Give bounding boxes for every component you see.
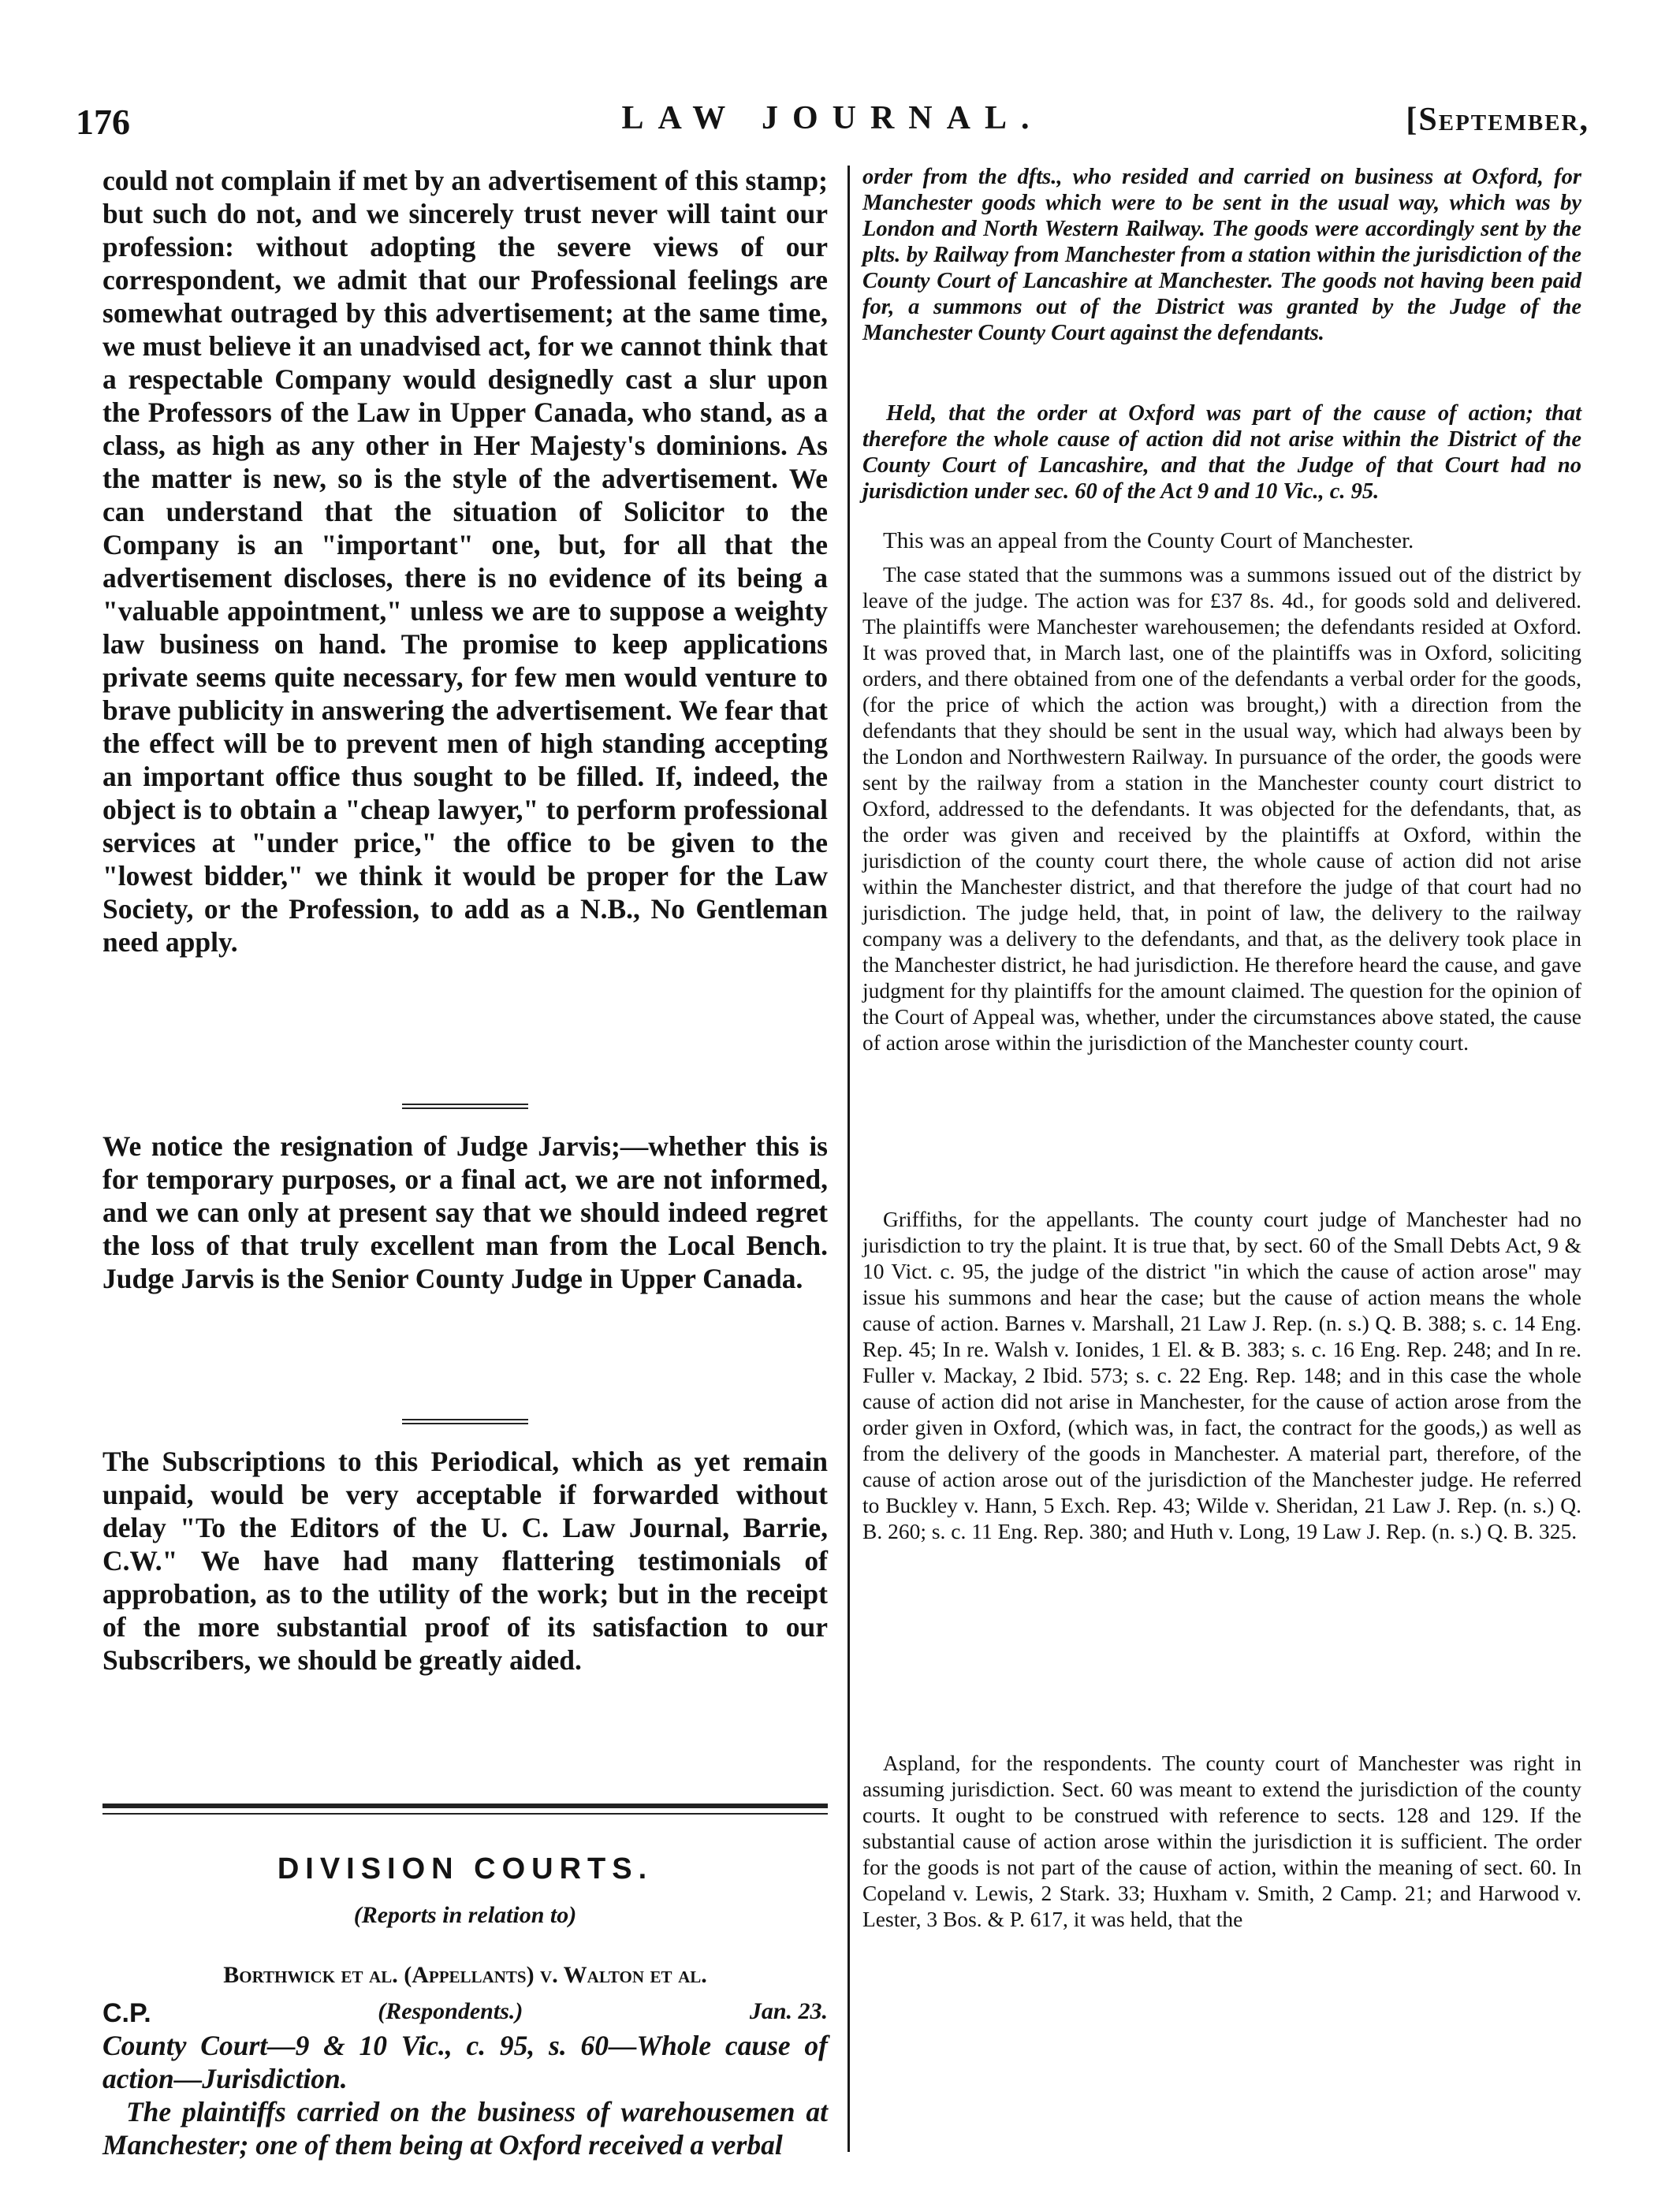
subscriptions-paragraph: The Subscriptions to this Periodical, which as yet remain unpaid, would be very acceptable if forwarded without delay "To the Editors of the U. C. Law Journal, Barrie, C.W." We have had many flattering testimonials of approbation, as to the utility of the work; but in the receipt of the more substantial proof of its satisfaction to our Subscribers, we should be greatly aided. xyxy=(102,1446,828,1676)
case-holding: Held, that the order at Oxford was part of the cause of action; that therefore the whole cause of action did not arise within the District of the County Court of Lancashire, and that the Judge of that Court had no jurisdiction under sec. 60 of the Act 9 and 10 Vic., c. 95. xyxy=(862,401,1581,504)
case-headnote: County Court—9 & 10 Vic., c. 95, s. 60—Whole cause of action—Jurisdiction. xyxy=(102,2030,828,2094)
header-month: [September, xyxy=(1406,102,1589,138)
section-title: DIVISION COURTS. xyxy=(277,1852,654,1885)
ornamental-rule xyxy=(102,1082,828,1130)
respondents-label: (Respondents.) xyxy=(378,1998,523,2024)
left-column xyxy=(102,164,828,2161)
case-names: Borthwick et al. (Appellants) v. Walton et al. xyxy=(223,1962,707,1988)
section-rule xyxy=(102,1804,828,1815)
case-facts: The plaintiffs carried on the business of warehousemen at Manchester; one of them being at Oxford received a verbal xyxy=(102,2096,828,2161)
case-stated: The case stated that the summons was a summons issued out of the district by leave of the judge. The action was for £37 8s. 4d., for goods sold and delivered. The plaintiffs were Manchester warehousemen; the defendants resided at Oxford. It was proved that, in March last, one of the plaintiffs was in Oxford, soliciting orders, and there obtained from one of the defendants a verbal order for the goods, (for the price of which the action was brought,) with a direction from the defendants that they should be sent in the usual way, which had always been by the London and Northwestern Railway. In pursuance of the order, the goods were sent by the railway from a station in the Manchester county court district to Oxford, addressed to the defendants. It was objected for the defendants, that, as the order was given and received by the plaintiffs at Oxford, within the jurisdiction of the county court there, the whole cause of action did not arise within the Manchester district, and that therefore the judge of that court had no jurisdiction. The judge held, that, in point of law, the delivery to the railway company was a delivery to the defendants, and that, as the delivery took place in the Manchester district, he had jurisdiction. He therefore heard the cause, and gave judgment for thy plaintiffs for the amount claimed. The question for the opinion of the Court of Appeal was, whether, under the circumstances above stated, the cause of action arose within the jurisdiction of the Manchester county court. xyxy=(862,562,1581,1055)
journal-title: LAW JOURNAL. xyxy=(621,100,1044,136)
court-code: C.P. xyxy=(102,1998,151,2028)
respondents-argument: Aspland, for the respondents. The county court of Manchester was right in assuming jurisdiction. Sect. 60 was meant to extend the jurisdiction of the county courts. It ought to be construed with reference to sects. 128 and 129. If the substantial cause of action arose within the jurisdiction it is sufficient. The order for the goods is not part of the cause of action, within the meaning of sect. 60. In Copeland v. Lewis, 2 Stark. 33; Huxham v. Smith, 2 Camp. 21; and Harwood v. Lester, 3 Bos. & P. 617, it was held, that the xyxy=(862,1751,1581,1931)
page-number: 176 xyxy=(76,102,130,142)
case-row xyxy=(102,1998,828,2029)
section-subtitle: (Reports in relation to) xyxy=(353,1902,577,1928)
ornamental-rule xyxy=(102,1398,828,1445)
right-column xyxy=(862,164,1581,1932)
editorial-paragraph: could not complain if met by an advertisement of this stamp; but such do not, and we sincerely trust never will taint our profession: without adopting the severe views of our correspondent, we admit that our Professional feelings are somewhat outraged by this advertisement; at the same time, we must believe it an unadvised act, for we cannot think that a respectable Company would designedly cast a slur upon the Professors of the Law in Upper Canada, who stand, as a class, as high as any other in Her Majesty's dominions. As the matter is new, so is the style of the advertisement. We can understand that the situation of Solicitor to the Company is an "important" one, but, for all that the advertisement discloses, there is no evidence of its being a "valuable appointment," unless we are to suppose a weighty law business on hand. The promise to keep applications private seems quite necessary, for few men would venture to brave publicity in answering the advertisement. We fear that the effect will be to prevent men of high standing accepting an important office thus sought to be filled. If, indeed, the object is to obtain a "cheap lawyer," to perform professional services at "under price," the office to be given to the "lowest bidder," we think it would be proper for the Law Society, or the Profession, to add as a N.B., No Gentleman need apply. xyxy=(102,165,828,958)
case-facts-continued: order from the dfts., who resided and carried on business at Oxford, for Manchester goods which were to be sent in the usual way, which was by London and North Western Railway. The goods were accordingly sent by the plts. by Railway from Manchester from a station within the jurisdiction of the County Court of Lancashire at Manchester. The goods not having been paid for, a summons out of the District was granted by the Judge of the Manchester County Court against the defendants. xyxy=(862,165,1581,345)
judge-jarvis-paragraph: We notice the resignation of Judge Jarvis;—whether this is for temporary purposes, or a final act, we are not informed, and we can only at present say that we should indeed regret the loss of that truly excellent man from the Local Bench. Judge Jarvis is the Senior County Judge in Upper Canada. xyxy=(102,1130,828,1294)
column-divider xyxy=(847,166,850,2152)
appeal-intro: This was an appeal from the County Court of Manchester. xyxy=(883,528,1414,553)
case-date: Jan. 23. xyxy=(749,1998,828,2024)
running-header xyxy=(76,95,1589,150)
appellants-argument: Griffiths, for the appellants. The county court judge of Manchester had no jurisdiction to try the plaint. It is true that, by sect. 60 of the Small Debts Act, 9 & 10 Vict. c. 95, the judge of the district "in which the cause of action arose" may issue his summons and hear the case; but the cause of action means the whole cause of action. Barnes v. Marshall, 21 Law J. Rep. (n. s.) Q. B. 388; s. c. 14 Eng. Rep. 45; In re. Walsh v. Ionides, 1 El. & B. 383; s. c. 16 Eng. Rep. 248; and In re. Fuller v. Mackay, 2 Ibid. 573; s. c. 22 Eng. Rep. 148; and in this case the whole cause of action did not arise in Manchester, for the cause of action arose from the order given in Oxford, (which was, in fact, the contract for the goods,) as well as from the delivery of the goods in Manchester. A material part, therefore, of the cause of action arose out of the jurisdiction of the Manchester judge. He referred to Buckley v. Hann, 5 Exch. Rep. 43; Wilde v. Sheridan, 21 Law J. Rep. (n. s.) Q. B. 260; s. c. 11 Eng. Rep. 380; and Huth v. Long, 19 Law J. Rep. (n. s.) Q. B. 325. xyxy=(862,1207,1581,1543)
